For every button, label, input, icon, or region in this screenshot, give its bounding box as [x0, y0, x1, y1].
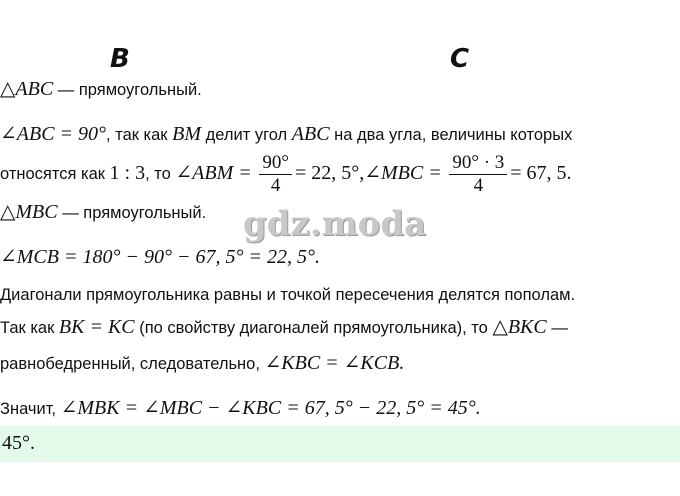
line-text: Значит, [0, 400, 61, 418]
math-ratio: 1 : 3 [109, 161, 146, 184]
line-text: , то [145, 164, 176, 183]
solution-line-3 [0, 152, 572, 197]
line-text: (по свойству диагоналей прямоугольника), то [134, 319, 493, 337]
fraction-90-over-4 [259, 152, 292, 197]
line-text: равнобедренный, следовательно, [0, 355, 265, 373]
math-angle-abm: ∠ABM = [175, 161, 252, 184]
math-angle-mbk: ∠MBK = ∠MBC − ∠KBC = 67, 5° − 22, 5° = 45°. [60, 397, 481, 419]
triangle-symbol: △ [0, 78, 16, 100]
math-mbc: MBC [15, 201, 58, 223]
line-text: относятся как [0, 164, 110, 183]
solution-line-5 [0, 246, 320, 269]
math-result-2: = 67, 5. [510, 161, 572, 184]
solution-line-9 [0, 397, 481, 420]
line-text: — прямоугольный. [57, 204, 207, 222]
line-text: делит угол [201, 126, 292, 144]
fraction-denominator: 4 [473, 175, 484, 196]
fraction-denominator: 4 [270, 175, 281, 196]
line-text: — прямоугольный. [53, 81, 202, 99]
math-bm: BM [172, 123, 202, 145]
line-text: Диагонали прямоугольника равны и точкой пересечения делятся пополам. [0, 286, 576, 304]
math-abc: ABC [15, 78, 54, 100]
solution-line-4 [0, 201, 206, 224]
answer-band [0, 426, 680, 462]
figure-label-b: B [110, 44, 130, 74]
math-bkc: BKC [507, 316, 547, 338]
line-text: , так как [106, 126, 173, 144]
line-text: Так как [0, 319, 59, 337]
fraction-numerator: 90° · 3 [449, 152, 507, 175]
math-kbc-kcb: ∠KBC = ∠KCB. [264, 352, 405, 374]
math-angle-mcb: ∠MCB = 180° − 90° − 67, 5° = 22, 5°. [0, 246, 320, 268]
solution-line-2 [0, 123, 572, 146]
line-text: на два угла, величины которых [329, 126, 573, 144]
fraction-90x3-over-4 [449, 152, 507, 197]
solution-line-8 [0, 352, 404, 375]
solution-line-1 [0, 78, 202, 101]
watermark: gdz.moda [243, 204, 427, 244]
line-text: — [546, 319, 568, 337]
math-bk-kc: BK = KC [58, 316, 135, 338]
math-abc: ABC [291, 123, 330, 145]
math-result-1: = 22, 5°, [294, 161, 365, 184]
math-angle-abc: ∠ABC = 90° [0, 123, 107, 145]
figure-label-c: C [450, 44, 470, 74]
fraction-numerator: 90° [259, 152, 292, 175]
math-angle-mbc: ∠MBC = [364, 161, 442, 184]
solution-line-6 [0, 284, 575, 306]
solution-line-7 [0, 316, 568, 339]
answer-line [2, 432, 35, 455]
answer-value: 45°. [2, 432, 35, 454]
triangle-symbol: △ [0, 201, 16, 223]
triangle-symbol: △ [492, 316, 508, 338]
